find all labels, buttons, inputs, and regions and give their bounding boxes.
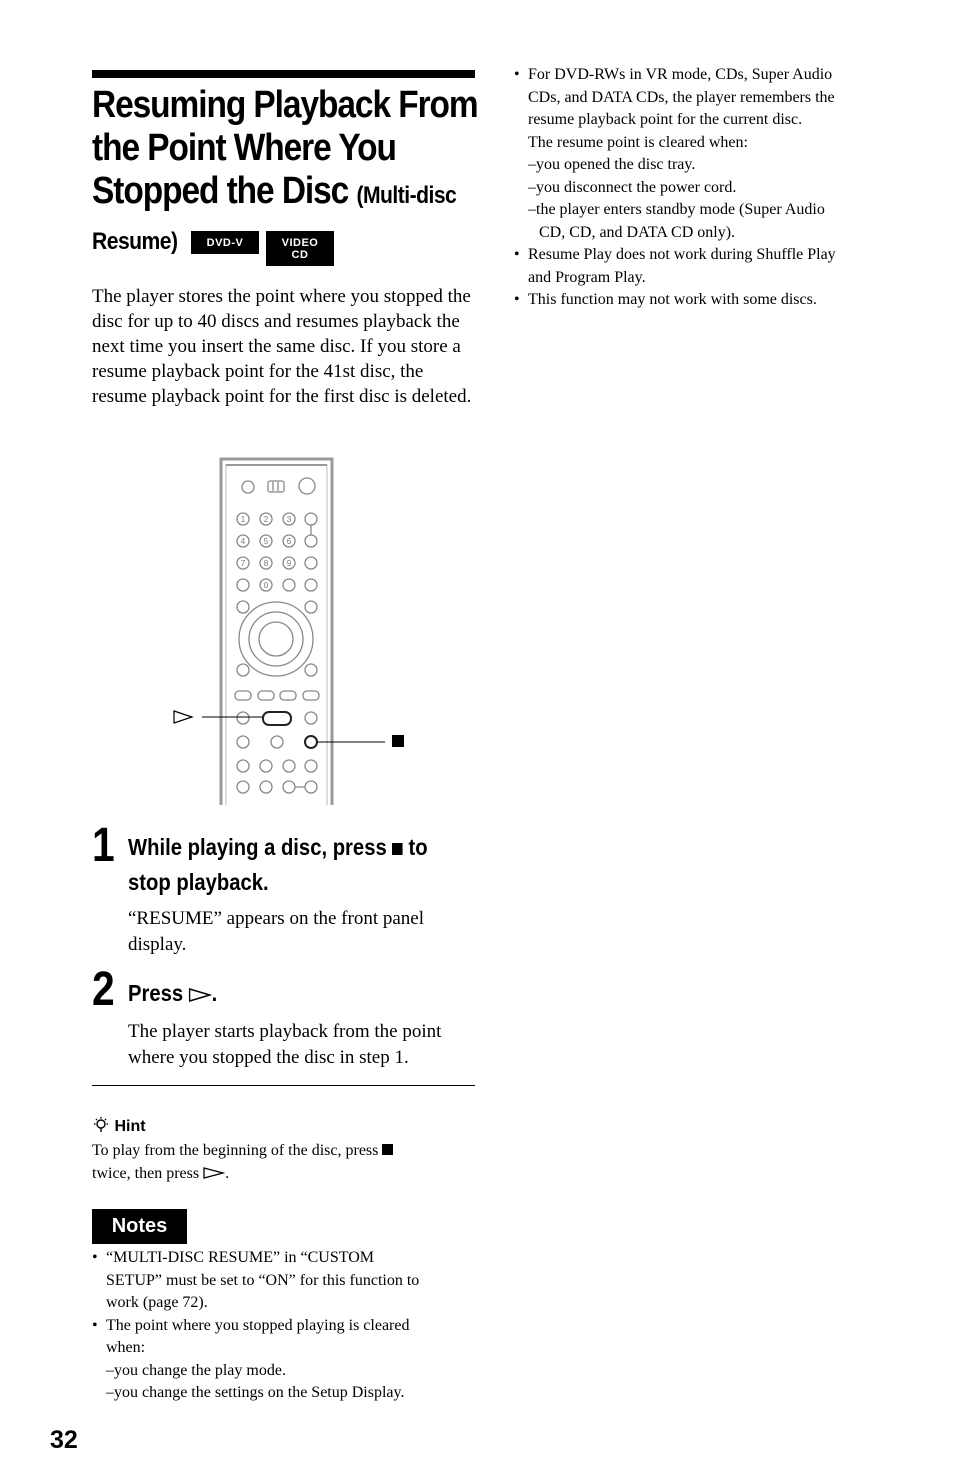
digit-label: 2	[263, 515, 269, 524]
note-line: • For DVD-RWs in VR mode, CDs, Super Audio	[528, 66, 833, 83]
note-line: • “MULTI-DISC RESUME” in “CUSTOM	[106, 1249, 375, 1266]
note-line: resume playback point for the current disc.	[528, 111, 803, 128]
video-cd-badge: VIDEO CD	[267, 232, 333, 265]
title-line-3	[92, 170, 457, 217]
digit-label: 3	[286, 515, 292, 524]
list-item	[514, 289, 904, 312]
note-line: CDs, and DATA CDs, the player remembers the	[528, 88, 835, 106]
intro-paragraph: The player stores the point where you stopped the disc for up to 40 discs and resumes playback the next time you insert the same disc. If you store a resume playback point for the 41st disc, the resume playback point for the first disc is deleted.	[92, 286, 472, 407]
note-line: • The point where you stopped playing is cleared	[106, 1316, 410, 1334]
step-1-body: “RESUME” appears on the front panel display.	[128, 908, 424, 955]
digit-label: 4	[240, 537, 246, 546]
lightbulb-icon	[92, 1116, 110, 1134]
digit-label: 5	[263, 537, 269, 546]
note-line: SETUP” must be set to “ON” for this function to	[106, 1271, 420, 1289]
step-1-heading	[128, 830, 428, 865]
stop-icon	[392, 735, 404, 747]
list-item	[514, 64, 904, 244]
digit-label: 0	[263, 581, 269, 590]
page-title	[92, 84, 482, 217]
title-rule	[92, 70, 475, 78]
digit-label: 6	[286, 537, 292, 546]
play-icon	[174, 711, 192, 723]
section-divider	[92, 1085, 475, 1086]
play-icon	[189, 988, 212, 1002]
open-close-button	[268, 481, 284, 492]
step-2-heading	[128, 976, 217, 1011]
title-line-1: Resuming Playback From	[92, 84, 478, 126]
digit-label: 8	[263, 559, 269, 568]
remote-stop-button	[305, 736, 317, 748]
remote-illustration	[170, 455, 420, 807]
notes-list	[92, 1247, 477, 1405]
title-suffix-2: Resume)	[92, 228, 178, 255]
digit-label: 9	[286, 559, 292, 568]
step-1-heading-to: to	[408, 834, 428, 860]
hint-label: Hint	[114, 1118, 146, 1135]
note-line: • This function may not work with some discs.	[528, 291, 817, 308]
step-2-body: The player starts playback from the point where you stopped the disc in step 1.	[128, 1021, 442, 1068]
step-1-number: 1	[92, 819, 115, 872]
list-item	[92, 1315, 477, 1405]
step-1-heading-line-2: stop playback.	[128, 869, 269, 895]
step-2-heading-period: .	[211, 980, 218, 1006]
step-2-number: 2	[92, 963, 115, 1016]
digit-label: 7	[240, 559, 246, 568]
enter-button	[259, 622, 293, 656]
right-notes-list	[514, 64, 904, 312]
page-number: 32	[50, 1426, 78, 1454]
note-line: –you change the settings on the Setup Display.	[106, 1384, 405, 1401]
hint-text-c: .	[225, 1165, 230, 1182]
note-line: –you change the play mode.	[106, 1361, 286, 1379]
stop-icon	[392, 843, 403, 855]
hint-text-a: To play from the beginning of the disc, press	[92, 1142, 379, 1159]
stop-icon	[382, 1144, 393, 1155]
digit-label: 1	[240, 515, 246, 524]
note-line: when:	[106, 1339, 146, 1356]
title-line-2: the Point Where You	[92, 127, 396, 169]
title-badges	[92, 228, 319, 261]
hint-text-b: twice, then press	[92, 1165, 200, 1182]
dvd-v-badge: DVD-V	[192, 232, 258, 253]
note-line: work (page 72).	[106, 1294, 208, 1311]
list-item	[514, 244, 904, 289]
standby-button	[299, 478, 315, 494]
remote-play-button	[263, 712, 291, 725]
note-line: –you opened the disc tray.	[528, 156, 696, 173]
step-2-heading-text: Press	[128, 980, 184, 1006]
number-buttons	[237, 513, 295, 591]
step-1-heading-text: While playing a disc, press	[128, 834, 387, 860]
note-line: –you disconnect the power cord.	[528, 178, 737, 196]
dpad-ring	[239, 602, 313, 676]
title-suffix: (Multi-disc	[356, 182, 457, 209]
notes-heading: Notes	[92, 1209, 187, 1244]
hint-text	[92, 1139, 462, 1185]
note-line: • Resume Play does not work during Shuffle Play	[528, 246, 836, 263]
power-button	[242, 481, 254, 493]
note-line: CD, CD, and DATA CD only).	[539, 223, 736, 241]
note-line: and Program Play.	[528, 268, 646, 286]
note-line: The resume point is cleared when:	[528, 133, 748, 151]
list-item	[92, 1247, 477, 1315]
transport-buttons	[235, 691, 319, 793]
title-line-3-text: Stopped the Disc	[92, 170, 349, 212]
note-line: –the player enters standby mode (Super Audio	[528, 201, 825, 218]
play-icon	[203, 1167, 225, 1179]
hint-heading	[92, 1116, 146, 1136]
remote-body	[221, 459, 332, 805]
